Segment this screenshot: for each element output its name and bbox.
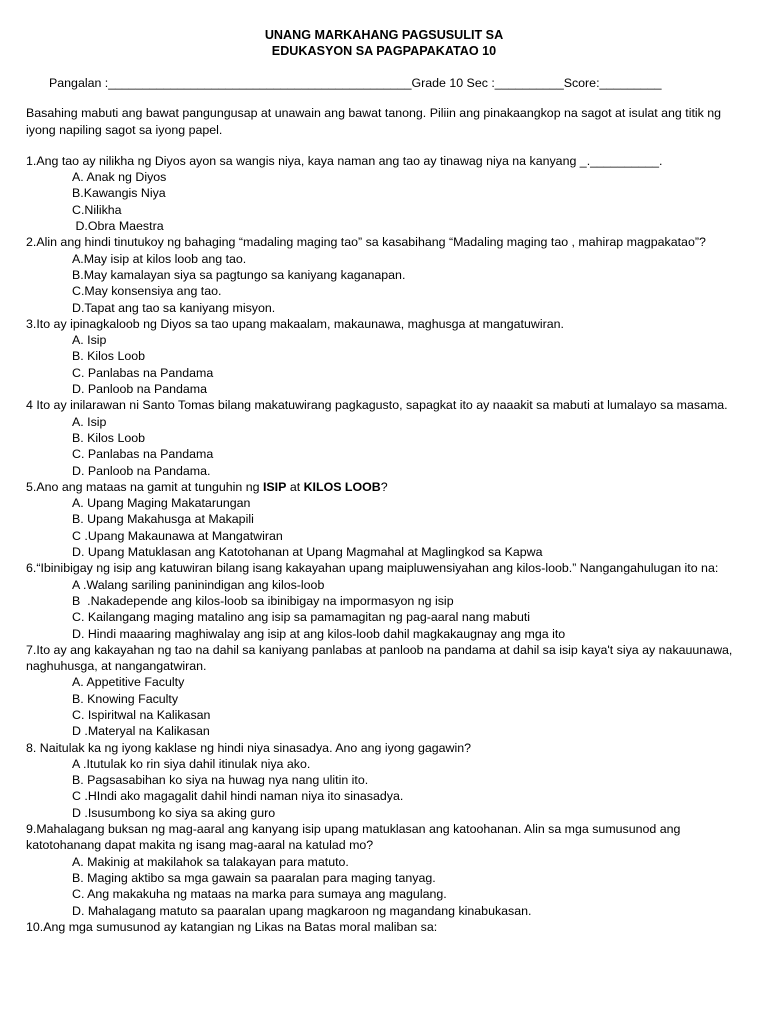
student-info-line: Pangalan :____________________________________________Grade 10 Sec :__________Score:_________ (49, 76, 662, 90)
question-8 (26, 740, 742, 821)
option-b: B. Upang Makahusga at Makapili (72, 512, 254, 527)
option-a: A. Anak ng Diyos (72, 170, 167, 185)
option-a: A. Isip (72, 414, 107, 429)
option-list (26, 756, 742, 821)
question-1 (26, 153, 742, 234)
option-c: C.Nilikha (72, 202, 122, 217)
option-list (26, 674, 742, 739)
question-text (26, 479, 742, 495)
option-b: B.May kamalayan siya sa pagtungo sa kaniyang kaganapan. (72, 267, 406, 282)
option-a: A. Appetitive Faculty (72, 675, 185, 690)
question-text: 7.Ito ay ang kakayahan ng tao na dahil sa kaniyang panlabas at panloob na pandama at dahil sa isip kaya't siya ay nakauunawa, naghuhusga, at nangangatwiran. (26, 642, 733, 674)
option-list (26, 251, 742, 316)
option-list (26, 414, 742, 479)
option-a: A. Makinig at makilahok sa talakayan para matuto. (72, 854, 349, 869)
question-3 (26, 316, 742, 397)
option-c: C. Panlabas na Pandama (72, 447, 214, 462)
option-c: C. Panlabas na Pandama (72, 365, 214, 380)
question-10 (26, 919, 742, 935)
question-2 (26, 234, 742, 315)
option-a: A .Walang sariling paninindigan ang kilos-loob (72, 577, 325, 592)
option-b: B .Nakadepende ang kilos-loob sa ibinibigay na impormasyon ng isip (72, 593, 454, 608)
option-c: C. Ang makakuha ng mataas na marka para sumaya ang magulang. (72, 887, 447, 902)
exam-title-line1: UNANG MARKAHANG PAGSUSULIT SA (264, 28, 504, 42)
keyword-kilos-loob: KILOS LOOB (303, 479, 381, 494)
question-text: 8. Naitulak ka ng iyong kaklase ng hindi niya sinasadya. Ano ang iyong gagawin? (26, 740, 471, 755)
question-text: 10.Ang mga sumusunod ay katangian ng Likas na Batas moral maliban sa: (26, 919, 438, 934)
question-6 (26, 560, 742, 641)
option-d: D.Obra Maestra (72, 219, 164, 234)
option-b: B.Kawangis Niya (72, 186, 166, 201)
option-d: D. Mahalagang matuto sa paaralan upang magkaroon ng magandang kinabukasan. (72, 903, 532, 918)
option-c: C.May konsensiya ang tao. (72, 284, 222, 299)
question-text: 4 Ito ay inilarawan ni Santo Tomas bilang makatuwirang pagkagusto, sapagkat ito ay naaakit sa mabuti at lumalayo sa masama. (26, 398, 728, 413)
option-list (26, 169, 742, 234)
question-4 (26, 397, 742, 478)
question-text: 1.Ang tao ay nilikha ng Diyos ayon sa wangis niya, kaya naman ang tao ay tinawag niya na kanyang _.__________. (26, 153, 663, 168)
option-a: A. Isip (72, 333, 107, 348)
option-c: C .Upang Makaunawa at Mangatwiran (72, 528, 283, 543)
option-c: C .HIndi ako magagalit dahil hindi naman niya ito sinasadya. (72, 789, 404, 804)
exam-title-line2: EDUKASYON SA PAGPAPAKATAO 10 (271, 44, 497, 58)
option-c: C. Kailangang maging matalino ang isip sa pamamagitan ng pag-aaral nang mabuti (72, 610, 531, 625)
question-text: 2.Alin ang hindi tinutukoy ng bahaging “madaling maging tao” sa kasabihang “Madaling maging tao , mahirap magpakatao”? (26, 235, 706, 250)
option-b: B. Pagsasabihan ko siya na huwag nya nang ulitin ito. (72, 773, 369, 788)
instructions: Basahing mabuti ang bawat pangungusap at unawain ang bawat tanong. Piliin ang pinakaangkop na sagot at isulat ang titik ng iyong napiling sagot sa iyong papel. (26, 106, 722, 137)
option-a: A .Itutulak ko rin siya dahil itinulak niya ako. (72, 756, 311, 771)
option-list (26, 332, 742, 397)
option-b: B. Maging aktibo sa mga gawain sa paaralan para maging tanyag. (72, 870, 436, 885)
question-text-mid: at (286, 479, 304, 494)
option-list (26, 495, 742, 560)
question-text-post: ? (380, 479, 388, 494)
question-text-pre: 5.Ano ang mataas na gamit at tunguhin ng (26, 479, 263, 494)
option-a: A. Upang Maging Makatarungan (72, 496, 251, 511)
question-list (26, 153, 742, 935)
question-text: 3.Ito ay ipinagkaloob ng Diyos sa tao upang makaalam, makaunawa, maghusga at mangatuwiran. (26, 316, 564, 331)
question-text: 9.Mahalagang buksan ng mag-aaral ang kanyang isip upang matuklasan ang katoohanan. Alin sa mga sumusunod ang katotohanang dapat makita ng isang mag-aaral na katulad mo? (26, 822, 681, 853)
option-d: D.Tapat ang tao sa kaniyang misyon. (72, 300, 276, 315)
option-d: D. Upang Matuklasan ang Katotohanan at Upang Magmahal at Maglingkod sa Kapwa (72, 545, 543, 560)
option-d: D. Panloob na Pandama. (72, 463, 211, 478)
question-7 (26, 642, 742, 740)
option-b: B. Kilos Loob (72, 349, 146, 364)
option-d: D .Isusumbong ko siya sa aking guro (72, 805, 276, 820)
option-b: B. Kilos Loob (72, 430, 146, 445)
option-b: B. Knowing Faculty (72, 691, 179, 706)
question-text: 6.“Ibinibigay ng isip ang katuwiran bilang isang kakayahan upang maipluwensiyahan ang kilos-loob.” Nangangahulugan ito na: (26, 561, 719, 576)
option-d: D .Materyal na Kalikasan (72, 724, 210, 739)
option-a: A.May isip at kilos loob ang tao. (72, 251, 247, 266)
option-c: C. Ispiritwal na Kalikasan (72, 707, 211, 722)
question-5 (26, 479, 742, 560)
option-d: D. Panloob na Pandama (72, 382, 208, 397)
option-list (26, 854, 742, 919)
option-list (26, 577, 742, 642)
keyword-isip: ISIP (262, 479, 287, 494)
question-9 (26, 821, 742, 919)
option-d: D. Hindi maaaring maghiwalay ang isip at ang kilos-loob dahil magkakaugnay ang mga ito (72, 626, 566, 641)
